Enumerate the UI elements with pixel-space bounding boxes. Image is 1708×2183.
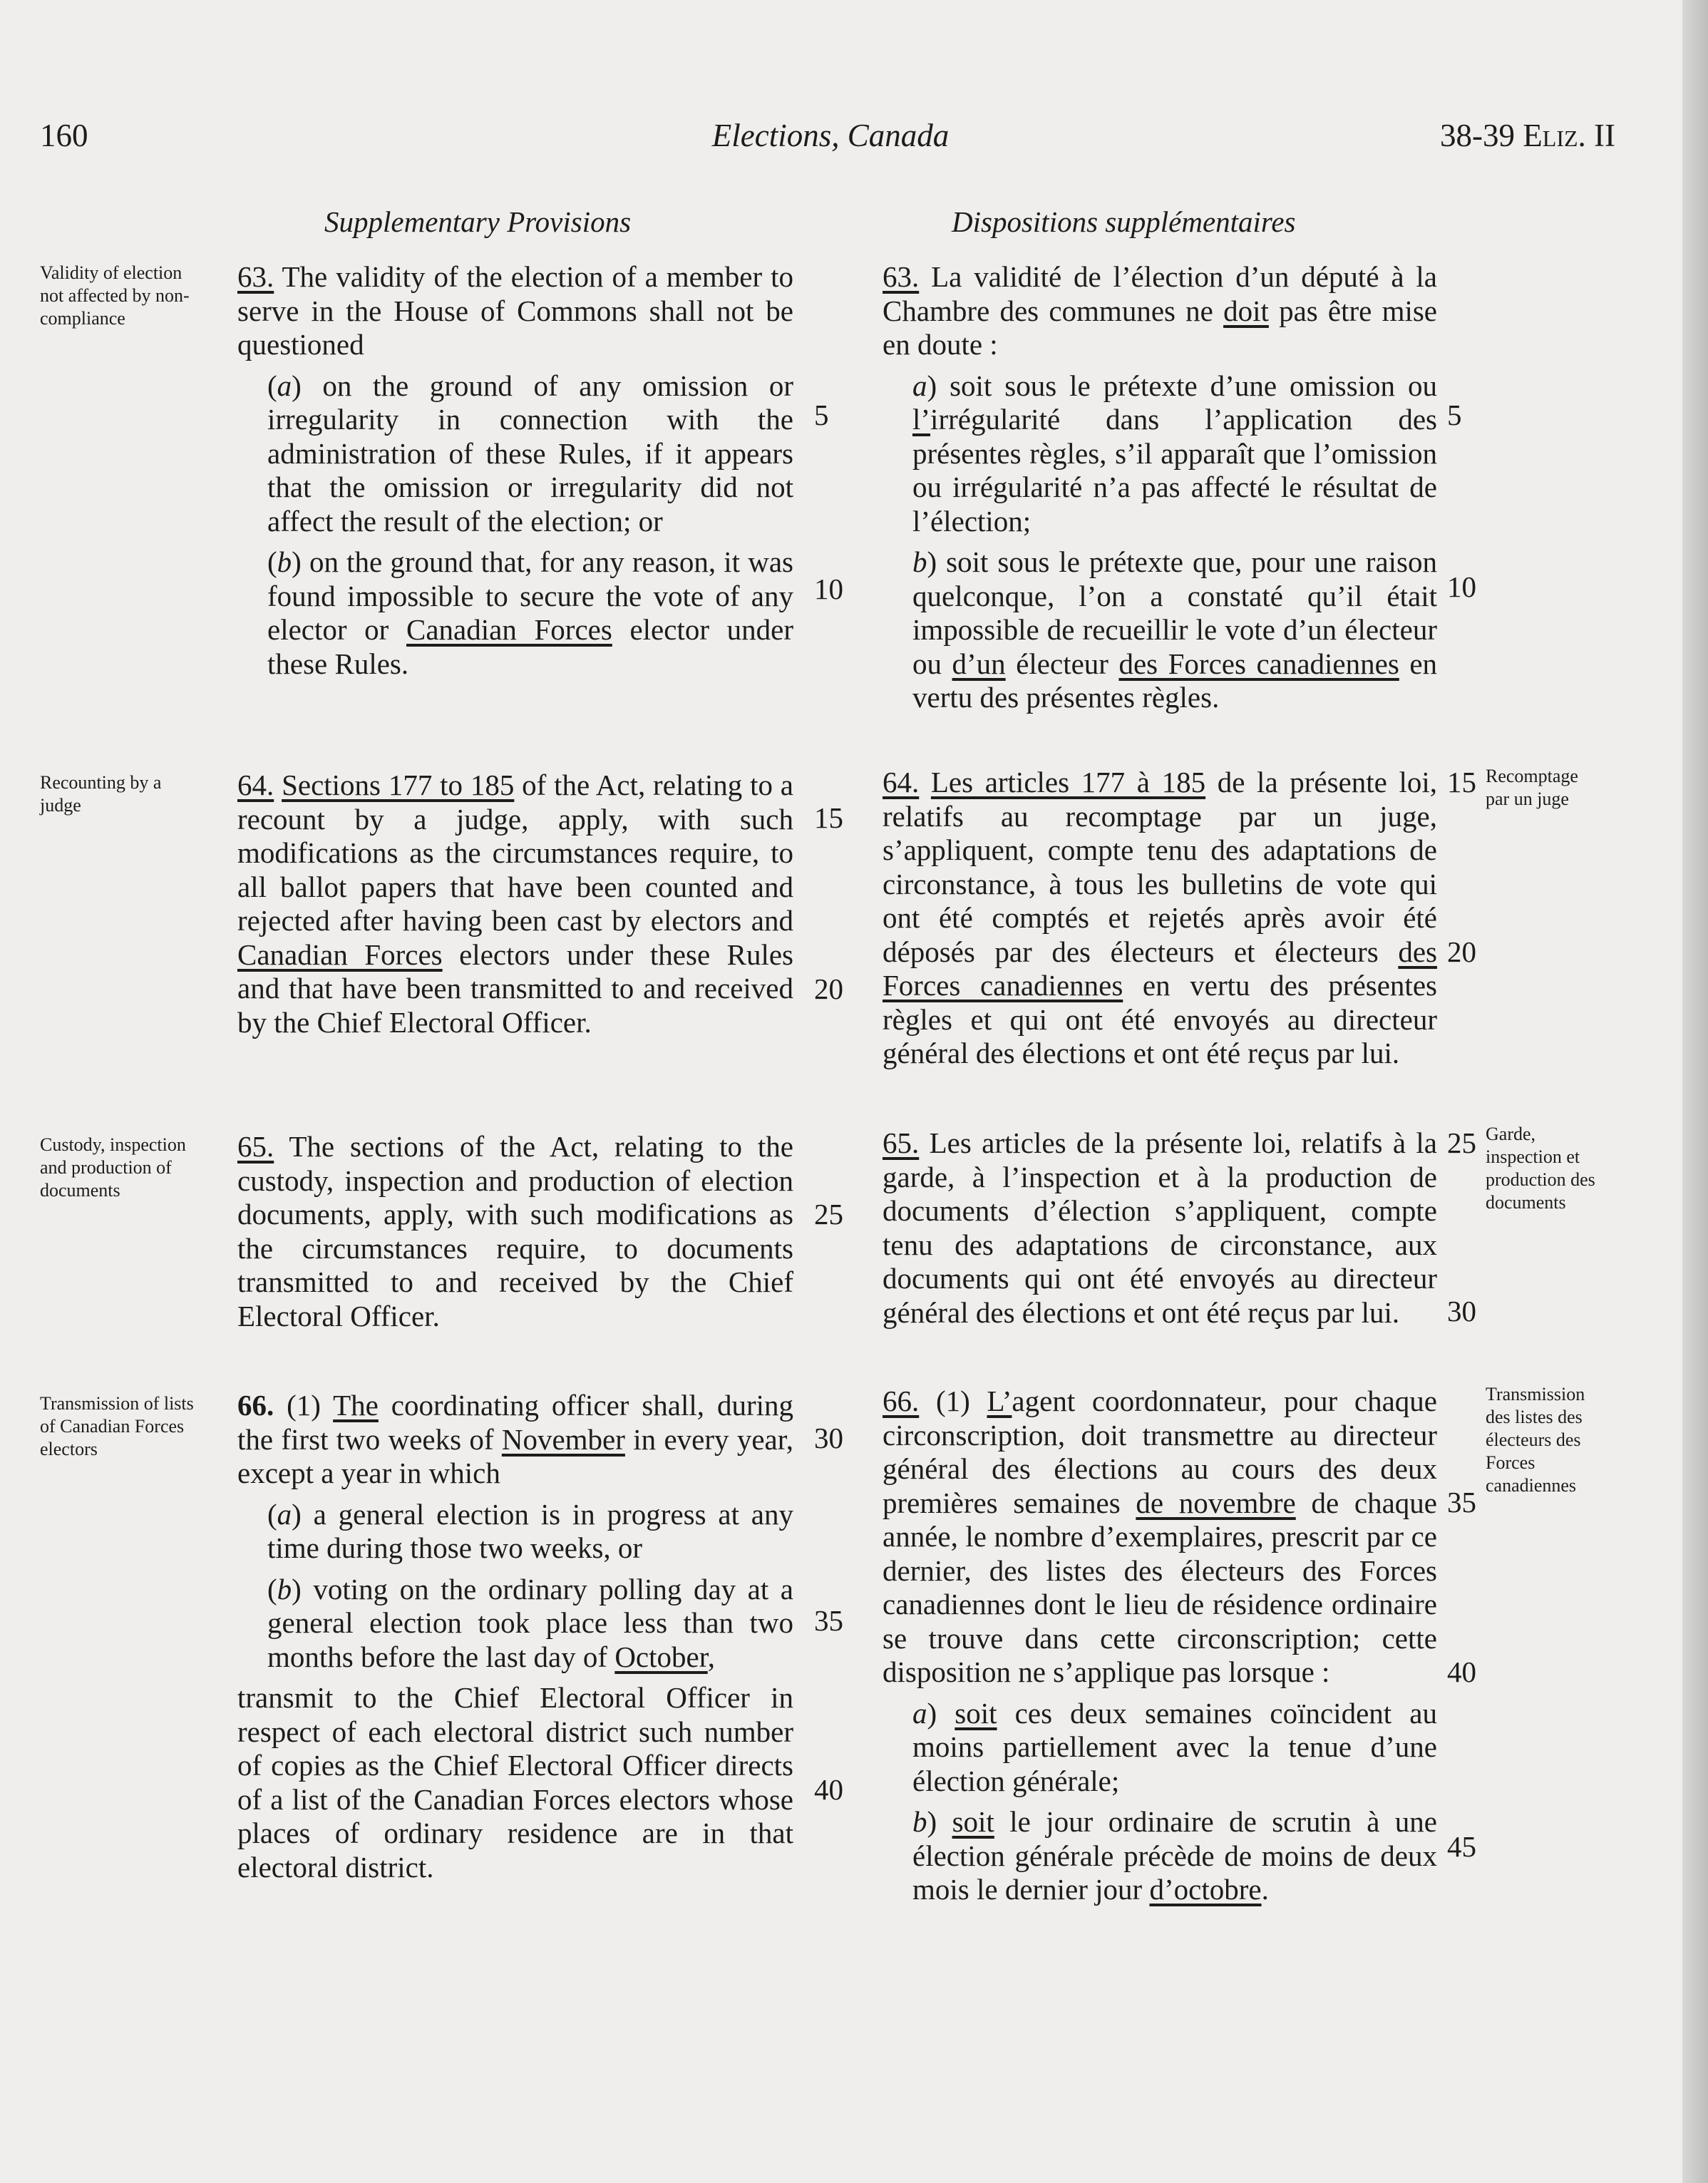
margin-note-fr-64: Recomptage par un juge <box>1486 766 1578 809</box>
line-number: 45 <box>1447 1830 1476 1863</box>
english-section-63: 63. The validity of the election of a member to serve in the House of Commons shall not be questioned (a) on the ground of any omission or irregularity in connection with the administration of these Rules, if it appears that the omission or irregularity did not affect the result of the election; or (b) on the ground that, for any reason, it was found impossible to secure the vote of any elector or Canadian Forces elector under these Rules. <box>237 260 793 680</box>
margin-note-en-65: Custody, inspection and production of documents <box>40 1134 186 1201</box>
line-number: 15 <box>814 801 843 834</box>
line-number: 25 <box>814 1198 843 1231</box>
line-number: 25 <box>1447 1126 1476 1159</box>
english-section-65: 65. The sections of the Act, relating to the custody, inspection and production of election documents, apply, with such modifications as the circumstances require, to documents transmitted to and received by the Chief Electoral Officer. <box>237 1130 793 1332</box>
line-number: 10 <box>814 572 843 605</box>
line-number: 20 <box>814 972 843 1005</box>
section-number: 63. <box>237 260 274 293</box>
english-section-64: 64. Sections 177 to 185 of the Act, relating to a recount by a judge, apply, with such modifications as the circumstances require, to all ballot papers that have been counted and rejected after having been cast by electors and Canadian Forces electors under these Rules and that have been transmitted to and received by the Chief Electoral Officer. <box>237 769 794 1039</box>
line-number: 40 <box>814 1773 843 1806</box>
french-section-63: 63. La validité de l’élection d’un député à la Chambre des communes ne doit pas être mise en doute : a) soit sous le prétexte d’une omission ou l’irrégularité dans l’application des présentes règles, s’il apparaît que l’omission ou irrégularité n’a pas affecté le résultat de l’élection; b) soit sous le prétexte que, pour une raison quelconque, l’on a constaté qu’il était impossible de recueillir le vote d’un électeur ou d’un électeur des Forces canadiennes en vertu des présentes règles. <box>883 260 1438 714</box>
page-number: 160 <box>40 118 88 153</box>
line-number: 40 <box>1447 1655 1476 1688</box>
line-number: 15 <box>1447 766 1476 798</box>
line-number: 30 <box>1447 1295 1476 1327</box>
margin-note-en-63: Validity of election not affected by non-compliance <box>40 262 190 329</box>
margin-note-fr-65: Garde, inspection et production des documents <box>1486 1124 1595 1213</box>
statute-reference: 38-39 Eliz. II <box>1440 118 1615 153</box>
margin-note-en-64: Recounting by a judge <box>40 772 162 816</box>
french-section-66: 66. (1) L’agent coordonnateur, pour chaque circonscription, doit transmettre au directeur général des élections au cours des deux premières semaines de novembre de chaque année, le nombre d’exemplaires, prescrit par ce dernier, des listes des électeurs des Forces canadiennes dont le lieu de résidence ordinaire se trouve dans cette circonscription; cette disposition ne s’applique pas lorsque : a) soit ces deux semaines coïncident au moins partiellement avec la tenue d’une élection générale; b) soit le jour ordinaire de scrutin à une élection générale précède de moins de deux mois le dernier jour d’octobre. <box>883 1385 1437 1906</box>
line-number: 10 <box>1447 570 1476 603</box>
line-number: 35 <box>1447 1486 1476 1519</box>
line-number: 5 <box>1447 399 1462 431</box>
line-number: 20 <box>1447 935 1476 968</box>
page-edge-shadow <box>1682 0 1708 2183</box>
section-title-en: Supplementary Provisions <box>324 205 632 238</box>
running-title: Elections, Canada <box>711 118 950 153</box>
margin-note-en-66: Transmission of lists of Canadian Forces electors <box>40 1393 194 1459</box>
french-section-64: 64. Les articles 177 à 185 de la présente loi, relatifs au recomptage par un juge, s’appliquent, compte tenu des adaptations de circonstance, à tous les bulletins de vote qui ont été comptés et rejetés après avoir été déposés par des électeurs et électeurs des Forces canadiennes en vertu des présentes règles et qui ont été envoyés au directeur général des élections et ont été reçus par lui. <box>883 766 1438 1069</box>
margin-note-fr-66: Transmission des listes des électeurs des Forces canadiennes <box>1486 1384 1585 1496</box>
section-title-fr: Dispositions supplémentaires <box>952 205 1296 238</box>
line-number: 30 <box>814 1422 843 1454</box>
line-number: 35 <box>814 1604 843 1637</box>
english-section-66: 66. (1) The coordinating officer shall, during the first two weeks of November in every year, except a year in which (a) a general election is in progress at any time during those two weeks, or (b) voting on the ordinary polling day at a general election took place less than two months before the last day of October, transmit to the Chief Electoral Officer in respect of each electoral district such number of copies as the Chief Electoral Officer directs of a list of the Canadian Forces electors whose places of ordinary residence are in that electoral district. <box>237 1389 793 1884</box>
line-number: 5 <box>814 399 829 431</box>
french-section-65: 65. Les articles de la présente loi, relatifs à la garde, à l’inspection et à la production de documents d’élection s’appliquent, compte tenu des adaptations de circonstance, aux documents qui ont été envoyés au directeur général des élections et ont été reçus par lui. <box>883 1126 1437 1329</box>
